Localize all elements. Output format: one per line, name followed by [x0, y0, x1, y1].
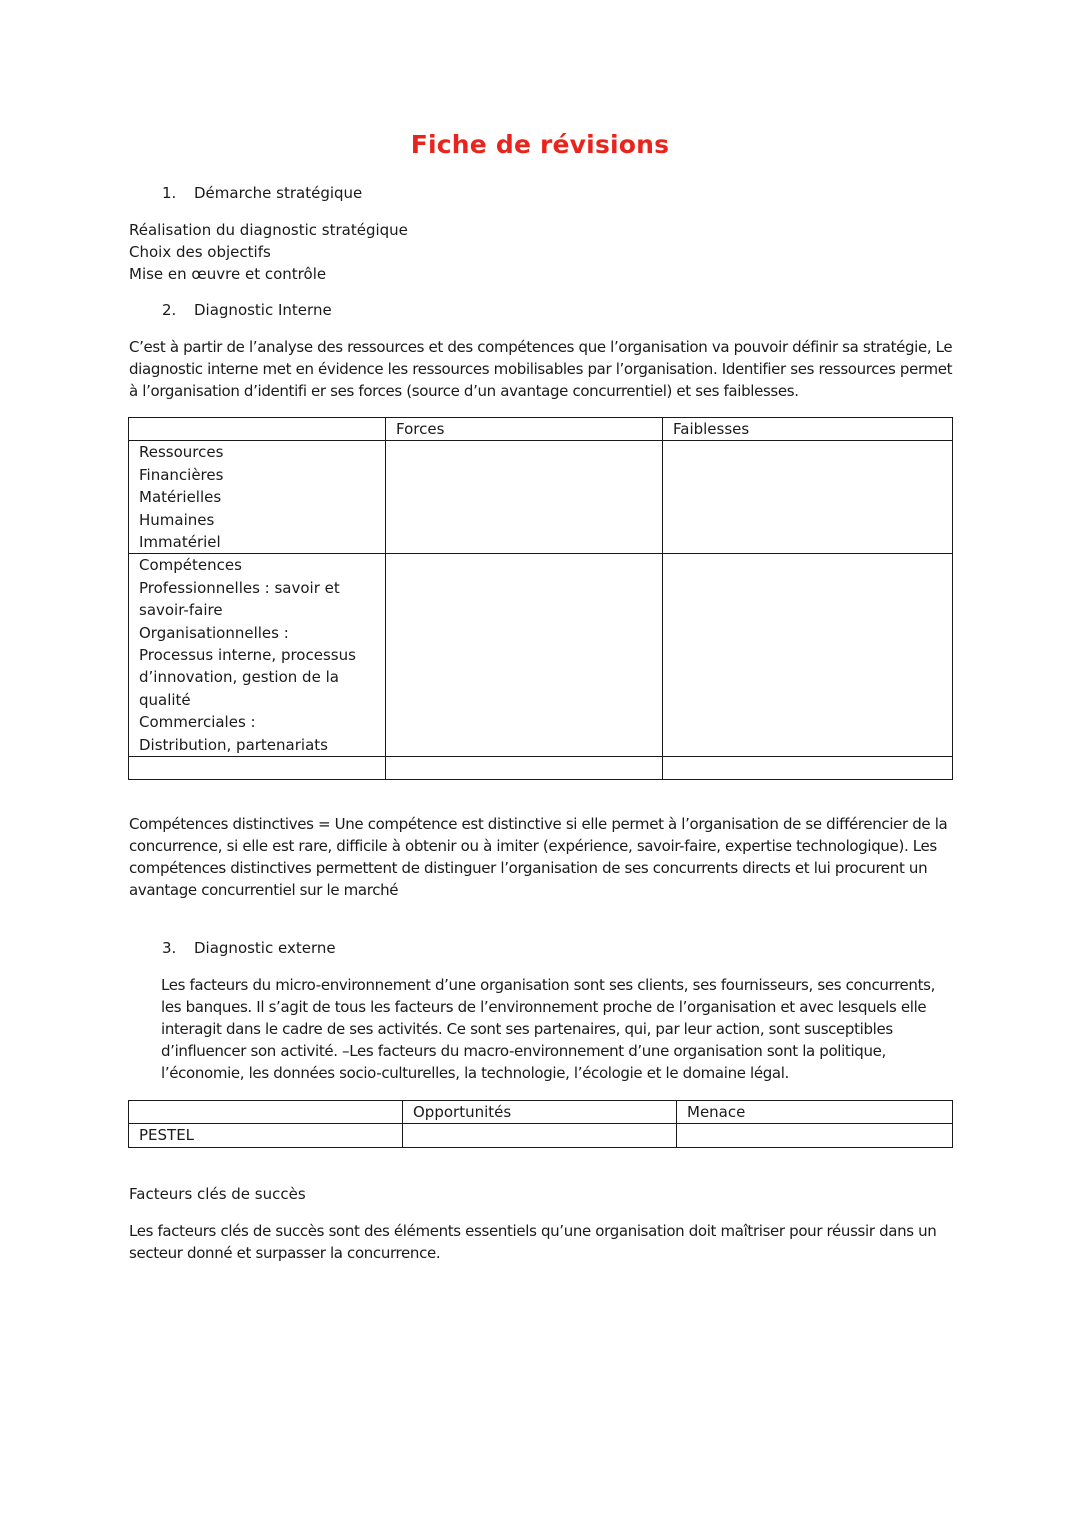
list-item: Choix des objectifs [129, 243, 271, 261]
table-cell-empty [663, 441, 953, 554]
internal-diagnostic-table [128, 417, 953, 780]
cell-line: savoir-faire [139, 601, 223, 620]
table-cell-empty [663, 554, 953, 757]
competences-paragraph: Compétences distinctives = Une compétence est distinctive si elle permet à l’organisation de se différencier de la concurrence, si elle est rare, difficile à obtenir ou à imiter (expérience, savoir-faire, expertise technologique). Les compétences distinctives permettent de distinguer l’organisation de ses concurrents directs et lui procurent un avantage concurrentiel sur le marché [129, 815, 948, 899]
section-1-number: 1. [162, 184, 177, 202]
table-row-ressources [129, 441, 386, 554]
page-title: Fiche de révisions [410, 130, 670, 159]
cell-line: Financières [139, 465, 224, 484]
cell-line: Compétences [139, 556, 242, 575]
cell-line: Matérielles [139, 488, 222, 507]
table-header-empty [129, 1101, 403, 1124]
table-cell-empty [386, 441, 663, 554]
cell-line: Humaines [139, 510, 215, 529]
table-cell-empty [386, 757, 663, 780]
cell-line: Organisationnelles : [139, 623, 289, 642]
table-cell-empty [663, 757, 953, 780]
table-header-empty [129, 418, 386, 441]
section-3-number: 3. [162, 939, 177, 957]
cell-line: Professionnelles : savoir et [139, 578, 340, 597]
table-header-forces: Forces [386, 418, 663, 441]
table-header-faiblesses: Faiblesses [663, 418, 953, 441]
table-cell-empty [677, 1124, 953, 1147]
cell-line: Processus interne, processus [139, 646, 356, 665]
table-header-opportunites: Opportunités [403, 1101, 677, 1124]
list-item: Mise en œuvre et contrôle [129, 265, 327, 283]
cell-line: Ressources [139, 443, 224, 462]
cell-line: qualité [139, 690, 191, 709]
section-1-title: Démarche stratégique [194, 184, 363, 202]
fcs-heading: Facteurs clés de succès [129, 1185, 306, 1203]
pestel-table [128, 1100, 953, 1148]
cell-line: Immatériel [139, 533, 221, 552]
section-1-heading [162, 184, 362, 202]
section-3-title: Diagnostic externe [194, 939, 336, 957]
table-cell-empty [129, 757, 386, 780]
section-1-list [129, 219, 408, 285]
cell-line: Commerciales : [139, 713, 256, 732]
cell-line: Distribution, partenariats [139, 735, 328, 754]
section-3-heading [162, 939, 336, 957]
section-2-title: Diagnostic Interne [194, 301, 332, 319]
section-2-heading [162, 301, 332, 319]
table-row-pestel: PESTEL [129, 1124, 403, 1147]
list-item: Réalisation du diagnostic stratégique [129, 221, 408, 239]
section-2-number: 2. [162, 301, 177, 319]
section-3-paragraph: Les facteurs du micro-environnement d’une organisation sont ses clients, ses fournisseurs, ses concurrents, les banques. Il s’agit de tous les facteurs de l’environnement proche de l’organisation et avec lesquels elle interagit dans le cadre de ses activités. Ce sont ses partenaires, qui, par leur action, sont susceptibles d’influencer son activité. –Les facteurs du macro-environnement d’une organisation sont la politique, l’économie, les données socio-culturelles, la technologie, l’écologie et le domaine légal. [161, 976, 936, 1082]
table-row-competences [129, 554, 386, 757]
table-header-menace: Menace [677, 1101, 953, 1124]
table-cell-empty [386, 554, 663, 757]
fcs-paragraph: Les facteurs clés de succès sont des éléments essentiels qu’une organisation doit maîtriser pour réussir dans un secteur donné et surpasser la concurrence. [129, 1222, 937, 1262]
section-2-paragraph: C’est à partir de l’analyse des ressources et des compétences que l’organisation va pouvoir définir sa stratégie, Le diagnostic interne met en évidence les ressources mobilisables par l’organisation. Identifier ses ressources permet à l’organisation d’identifi er ses forces (source d’un avantage concurrentiel) et ses faiblesses. [129, 338, 953, 400]
table-cell-empty [403, 1124, 677, 1147]
cell-line: d’innovation, gestion de la [139, 668, 339, 687]
